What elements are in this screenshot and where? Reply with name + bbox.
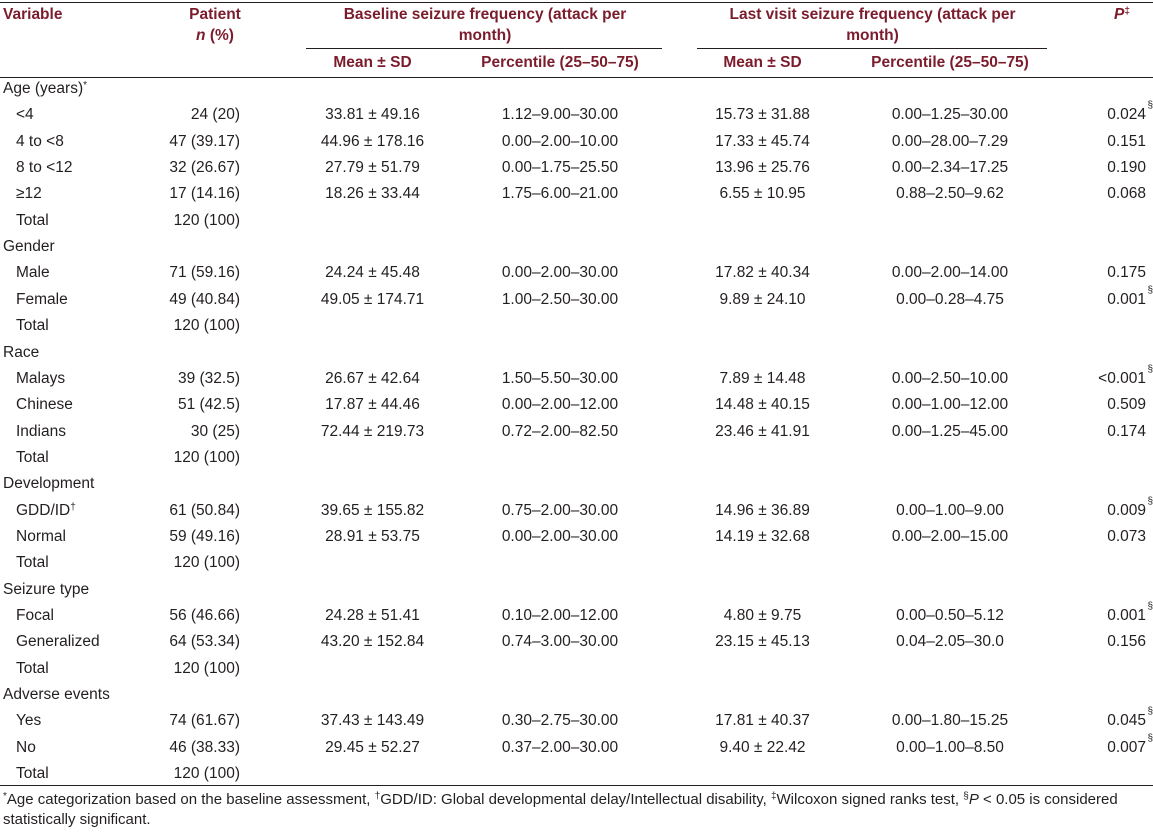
cell-baseline-mean: 18.26 ± 33.44 <box>325 185 420 203</box>
header-patient-n-italic: n <box>196 27 206 44</box>
row-variable-text: Total <box>16 448 49 466</box>
cell-p-value <box>1060 423 1146 441</box>
row-variable-text: Focal <box>16 607 54 624</box>
cell-baseline-percentile: 1.50–5.50–30.00 <box>501 369 619 387</box>
cell-last-percentile: 0.00–0.28–4.75 <box>896 290 1004 308</box>
cell-patient-n: 17 (14.16) <box>169 185 240 203</box>
row-variable <box>16 449 49 467</box>
header-last-line2: month) <box>846 27 899 44</box>
header-last-percentile: Percentile (25–50–75) <box>871 54 1029 71</box>
cell-baseline-percentile: 0.30–2.75–30.00 <box>501 712 619 730</box>
cell-p-value: <0.001 § <box>1098 363 1153 387</box>
cell-last-percentile: 0.04–2.05–30.0 <box>896 633 1004 651</box>
row-variable <box>16 291 68 309</box>
group-label-text: Development <box>3 475 95 493</box>
cell-p-value: 0.024 § <box>1107 100 1153 124</box>
group-label-text: Race <box>3 343 40 361</box>
cell-baseline-percentile: 0.72–2.00–82.50 <box>501 422 619 440</box>
cell-baseline-percentile: 0.00–2.00–10.00 <box>501 132 619 150</box>
cell-baseline-percentile: 0.00–2.00–30.00 <box>501 264 619 282</box>
cell-p-value: 0.045 § <box>1107 706 1153 730</box>
row-variable-text: Male <box>16 264 50 282</box>
cell-patient-n: 120 (100) <box>173 659 240 677</box>
cell-last-mean: 6.55 ± 10.95 <box>719 185 806 203</box>
cell-baseline-mean: 29.45 ± 52.27 <box>325 738 420 756</box>
cell-patient-n: 39 (32.5) <box>177 369 240 387</box>
cell-last-mean: 9.89 ± 24.10 <box>719 290 806 308</box>
cell-last-mean: 4.80 ± 9.75 <box>723 607 802 624</box>
row-variable-text: ≥12 <box>16 185 42 203</box>
row-variable <box>16 264 50 282</box>
cell-last-mean: 17.33 ± 45.74 <box>715 132 810 150</box>
cell-patient-n: 120 (100) <box>173 211 240 229</box>
cell-p-value-text: 0.024 <box>1107 106 1146 124</box>
cell-p-value: 0.007 § <box>1107 732 1153 756</box>
cell-last-mean: 14.19 ± 32.68 <box>715 528 810 545</box>
row-variable-text: <4 <box>16 106 34 124</box>
row-variable-text: GDD/ID <box>16 501 71 519</box>
row-variable <box>16 212 49 230</box>
header-p-sup: ‡ <box>1124 6 1130 17</box>
cell-baseline-mean: 24.28 ± 51.41 <box>325 607 420 624</box>
row-variable <box>16 765 49 783</box>
header-patient-pct: (%) <box>205 27 234 44</box>
cell-p-value <box>1060 528 1146 546</box>
footnote-text-1: Age categorization based on the baseline assessment, <box>6 791 375 808</box>
cell-p-value <box>1060 159 1146 177</box>
cell-baseline-percentile: 0.00–1.75–25.50 <box>501 159 619 176</box>
cell-last-percentile: 0.88–2.50–9.62 <box>896 185 1004 203</box>
row-variable <box>16 133 64 151</box>
cell-p-value-text: 0.509 <box>1107 396 1146 414</box>
group-label <box>3 581 89 599</box>
cell-baseline-mean: 49.05 ± 174.71 <box>320 290 425 308</box>
cell-patient-n: 61 (50.84) <box>169 501 240 519</box>
cell-baseline-percentile: 1.75–6.00–21.00 <box>501 185 619 203</box>
footnote <box>3 790 1148 830</box>
cell-baseline-percentile: 0.74–3.00–30.00 <box>501 633 619 651</box>
footnote-sup-3: ‡ <box>770 791 777 802</box>
cell-p-value <box>1060 633 1146 651</box>
cell-last-percentile: 0.00–28.00–7.29 <box>891 132 1009 150</box>
row-variable-text: No <box>16 738 36 756</box>
cell-baseline-mean: 26.67 ± 42.64 <box>325 369 420 387</box>
cell-last-percentile: 0.00–2.00–15.00 <box>891 528 1009 545</box>
cell-baseline-mean: 24.24 ± 45.48 <box>325 264 420 282</box>
cell-patient-n: 51 (42.5) <box>177 396 240 414</box>
last-subrule <box>697 48 1047 49</box>
header-p-italic: P <box>1114 6 1125 23</box>
row-variable-text: Normal <box>16 528 66 545</box>
header-patient-n <box>165 27 265 45</box>
cell-baseline-mean: 17.87 ± 44.46 <box>325 396 420 414</box>
footnote-text-4: < 0.05 is considered statistically significant. <box>3 791 1118 828</box>
row-variable-text: Total <box>16 317 49 335</box>
cell-p-value: 0.001 § <box>1107 284 1153 308</box>
group-label <box>3 80 87 98</box>
cell-p-value-text: 0.001 <box>1107 607 1146 624</box>
cell-baseline-percentile: 1.00–2.50–30.00 <box>501 290 619 308</box>
row-variable <box>16 159 72 177</box>
row-variable <box>16 185 42 203</box>
header-baseline-line2: month) <box>458 27 512 44</box>
cell-baseline-percentile: 1.12–9.00–30.00 <box>501 106 619 124</box>
row-variable <box>16 106 34 124</box>
cell-last-mean: 15.73 ± 31.88 <box>715 106 810 124</box>
cell-baseline-percentile: 0.00–2.00–12.00 <box>501 396 619 414</box>
cell-last-percentile: 0.00–1.80–15.25 <box>891 712 1009 730</box>
row-variable-text: Total <box>16 211 49 229</box>
header-baseline-line1: Baseline seizure frequency (attack per <box>343 6 627 23</box>
group-label-text: Gender <box>3 238 55 256</box>
row-variable-text: Total <box>16 554 49 572</box>
cell-baseline-percentile: 0.00–2.00–30.00 <box>501 528 619 545</box>
row-variable-text: Female <box>16 290 68 308</box>
cell-last-percentile: 0.00–1.25–30.00 <box>891 106 1009 124</box>
row-variable <box>16 633 100 651</box>
cell-patient-n: 71 (59.16) <box>169 264 240 282</box>
row-variable <box>16 739 36 757</box>
cell-last-mean: 14.96 ± 36.89 <box>715 501 810 519</box>
row-variable <box>16 554 49 572</box>
row-variable-text: Generalized <box>16 633 100 651</box>
cell-p-value-text: 0.156 <box>1107 633 1146 651</box>
cell-baseline-percentile: 0.37–2.00–30.00 <box>501 738 619 756</box>
footnote-text-3: Wilcoxon signed ranks test, <box>776 791 964 808</box>
cell-patient-n: 24 (20) <box>190 106 240 124</box>
cell-baseline-mean: 33.81 ± 49.16 <box>325 106 420 124</box>
row-variable-text: Total <box>16 659 49 677</box>
cell-p-value-text: 0.175 <box>1107 264 1146 282</box>
cell-baseline-mean: 28.91 ± 53.75 <box>325 528 420 545</box>
cell-p-value-text: 0.151 <box>1107 132 1146 150</box>
row-variable-text: Total <box>16 765 49 783</box>
cell-baseline-percentile: 0.10–2.00–12.00 <box>501 607 619 624</box>
row-variable-text: Chinese <box>16 396 73 414</box>
header-last-mean: Mean ± SD <box>723 54 802 71</box>
cell-patient-n: 120 (100) <box>173 317 240 335</box>
group-label <box>3 344 39 362</box>
cell-p-value <box>1060 264 1146 282</box>
group-label <box>3 238 55 256</box>
cell-p-value <box>1060 133 1146 151</box>
row-variable <box>16 528 66 546</box>
cell-baseline-mean: 39.65 ± 155.82 <box>320 501 425 519</box>
cell-patient-n: 120 (100) <box>173 554 240 572</box>
cell-last-mean: 7.89 ± 14.48 <box>719 369 806 387</box>
row-variable-text: Malays <box>16 369 66 387</box>
cell-p-value <box>1060 185 1146 203</box>
cell-last-mean: 14.48 ± 40.15 <box>715 396 810 414</box>
header-baseline-mean: Mean ± SD <box>333 54 412 71</box>
group-label <box>3 475 94 493</box>
cell-last-mean: 17.81 ± 40.37 <box>715 712 810 730</box>
baseline-subrule <box>306 48 662 49</box>
cell-p-value-text: 0.190 <box>1107 159 1146 176</box>
cell-patient-n: 56 (46.66) <box>169 607 240 624</box>
group-label <box>3 686 110 704</box>
cell-patient-n: 120 (100) <box>173 448 240 466</box>
cell-last-percentile: 0.00–1.25–45.00 <box>891 422 1009 440</box>
cell-last-mean: 13.96 ± 25.76 <box>715 159 810 176</box>
cell-patient-n: 74 (61.67) <box>169 712 240 730</box>
cell-p-value-text: 0.174 <box>1107 422 1146 440</box>
cell-patient-n: 47 (39.17) <box>169 132 240 150</box>
cell-last-mean: 23.46 ± 41.91 <box>715 422 810 440</box>
cell-patient-n: 59 (49.16) <box>169 528 240 545</box>
cell-patient-n: 49 (40.84) <box>169 290 240 308</box>
footnote-sup-2: † <box>374 791 381 802</box>
cell-p-value-text: 0.068 <box>1107 185 1146 203</box>
cell-baseline-mean: 72.44 ± 219.73 <box>320 422 425 440</box>
cell-p-value-text: 0.009 <box>1107 501 1146 519</box>
row-variable-text: 4 to <8 <box>16 132 64 150</box>
header-p <box>1114 6 1130 24</box>
cell-p-value-text: 0.001 <box>1107 290 1146 308</box>
cell-baseline-mean: 43.20 ± 152.84 <box>320 633 425 651</box>
header-variable: Variable <box>3 6 63 23</box>
header-last-line1: Last visit seizure frequency (attack per <box>729 6 1016 23</box>
cell-last-mean: 23.15 ± 45.13 <box>715 633 810 651</box>
row-variable <box>16 712 41 730</box>
footnote-sup-4: § <box>963 791 969 802</box>
group-label-text: Age (years) <box>3 80 84 97</box>
cell-patient-n: 46 (38.33) <box>169 738 240 756</box>
row-variable-sup: † <box>70 501 76 513</box>
cell-last-percentile: 0.00–1.00–8.50 <box>896 738 1004 756</box>
cell-baseline-percentile: 0.75–2.00–30.00 <box>501 501 619 519</box>
cell-last-percentile: 0.00–2.34–17.25 <box>891 159 1009 176</box>
bottom-rule <box>0 785 1153 786</box>
cell-last-percentile: 0.00–1.00–12.00 <box>891 396 1009 414</box>
header-rule <box>0 77 1153 78</box>
cell-p-value-text: 0.007 <box>1107 738 1146 756</box>
cell-last-percentile: 0.00–2.50–10.00 <box>891 369 1009 387</box>
group-label-sup: * <box>83 80 88 91</box>
cell-last-percentile: 0.00–2.00–14.00 <box>891 264 1009 282</box>
row-variable <box>16 660 49 678</box>
cell-last-mean: 17.82 ± 40.34 <box>715 264 810 282</box>
cell-last-percentile: 0.00–0.50–5.12 <box>896 607 1004 624</box>
row-variable <box>16 423 66 441</box>
header-patient: Patient <box>189 6 241 23</box>
cell-p-value <box>1060 396 1146 414</box>
footnote-sup-1: * <box>3 791 7 802</box>
cell-p-value: 0.009 § <box>1107 495 1153 519</box>
row-variable-text: Indians <box>16 422 66 440</box>
row-variable <box>16 370 65 388</box>
cell-baseline-mean: 44.96 ± 178.16 <box>320 132 425 150</box>
cell-last-mean: 9.40 ± 22.42 <box>719 738 806 756</box>
top-rule <box>0 2 1153 3</box>
group-label-text: Adverse events <box>3 686 110 704</box>
cell-baseline-mean: 37.43 ± 143.49 <box>320 712 425 730</box>
cell-baseline-mean: 27.79 ± 51.79 <box>325 159 420 176</box>
cell-patient-n: 32 (26.67) <box>169 159 240 176</box>
cell-patient-n: 120 (100) <box>173 765 240 783</box>
cell-p-value-text: 0.073 <box>1107 528 1146 545</box>
cell-last-percentile: 0.00–1.00–9.00 <box>896 501 1004 519</box>
cell-patient-n: 30 (25) <box>190 422 240 440</box>
footnote-text-2: GDD/ID: Global developmental delay/Intellectual disability, <box>380 791 771 808</box>
row-variable-text: 8 to <12 <box>16 159 73 176</box>
cell-patient-n: 64 (53.34) <box>169 633 240 651</box>
row-variable <box>16 317 49 335</box>
header-baseline-percentile: Percentile (25–50–75) <box>481 54 639 71</box>
row-variable <box>16 396 73 414</box>
cell-p-value-text: <0.001 <box>1098 369 1146 387</box>
row-variable <box>16 502 76 520</box>
group-label-text: Seizure type <box>3 580 90 598</box>
row-variable-text: Yes <box>16 712 42 730</box>
row-variable <box>16 607 54 625</box>
footnote-p-italic: P <box>968 791 979 808</box>
cell-p-value: 0.001 § <box>1107 601 1153 624</box>
cell-p-value-text: 0.045 <box>1107 712 1146 730</box>
